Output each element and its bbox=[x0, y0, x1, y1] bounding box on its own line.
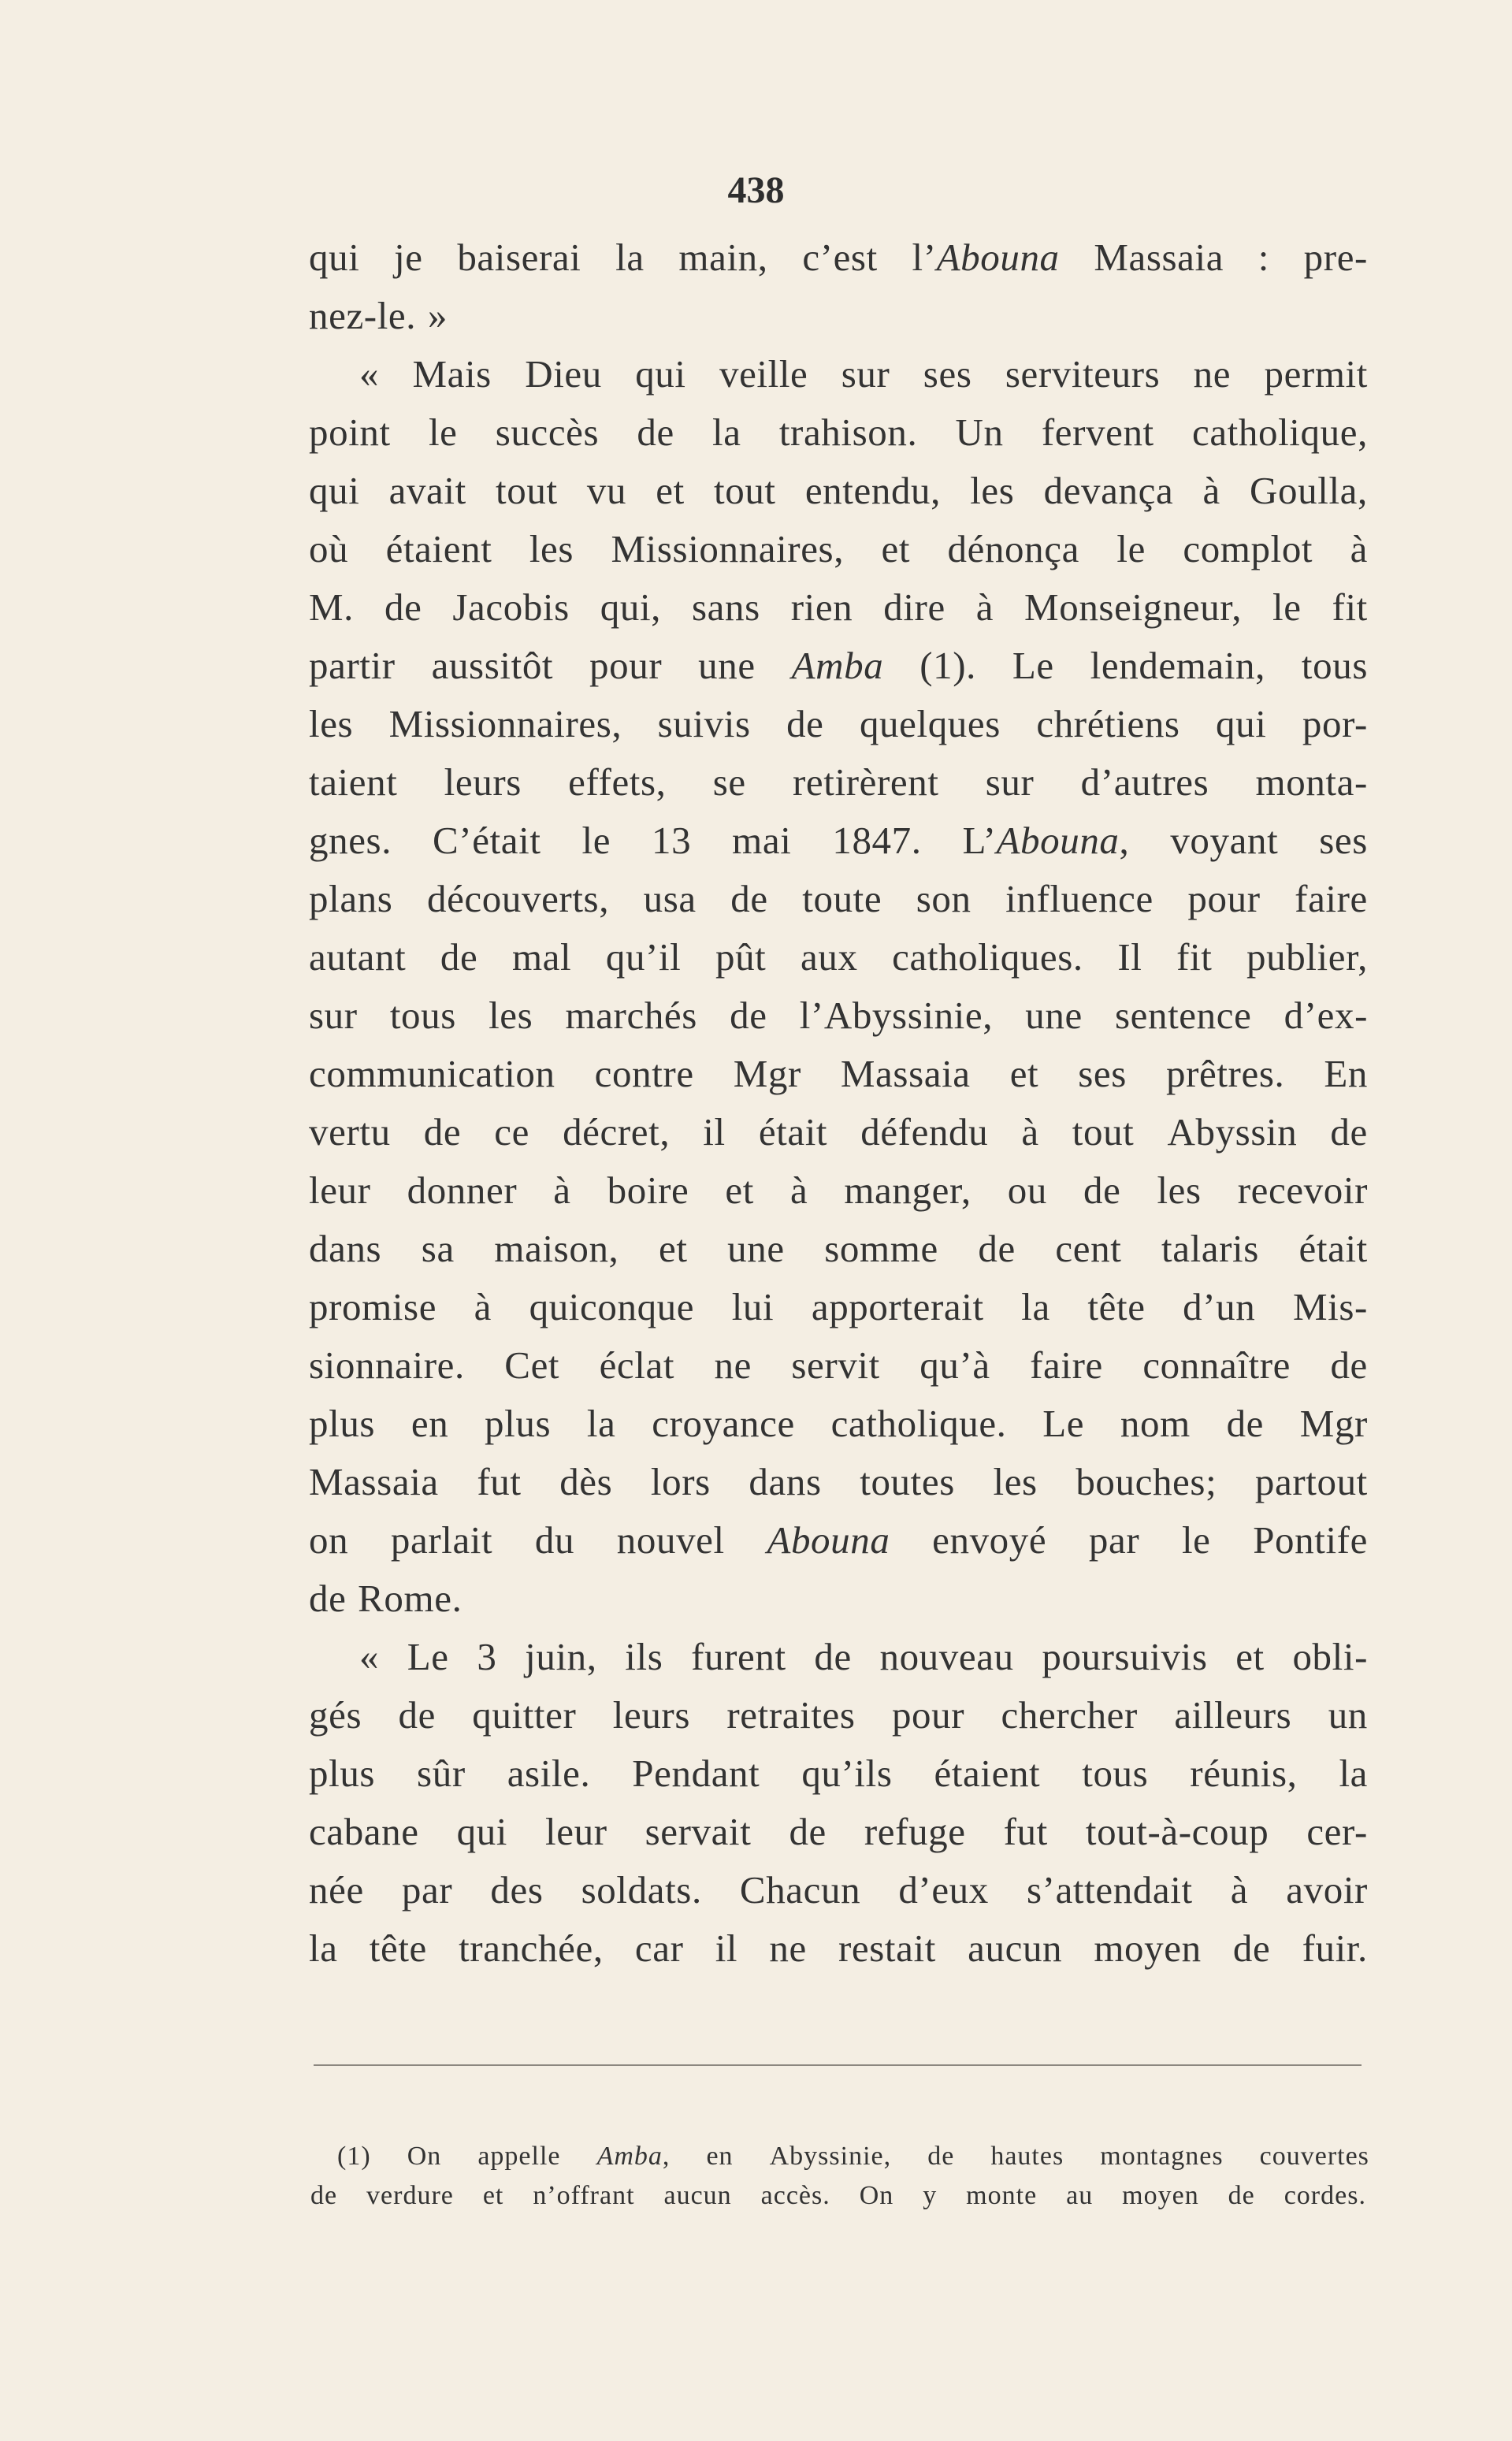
body-line: leur donner à boire et à manger, ou de les recevoir bbox=[309, 1168, 1368, 1212]
body-line: Massaia fut dès lors dans toutes les bouches; partout bbox=[309, 1460, 1368, 1503]
footnote-line: de verdure et n’offrant aucun accès. On y monte au moyen de cordes. bbox=[310, 2181, 1366, 2210]
page-number: 438 bbox=[727, 169, 785, 211]
body-line: sur tous les marchés de l’Abyssinie, une sentence d’ex- bbox=[309, 994, 1368, 1037]
body-line: on parlait du nouvel Abouna envoyé par le Pontife bbox=[309, 1518, 1368, 1562]
body-line: vertu de ce décret, il était défendu à tout Abyssin de bbox=[309, 1110, 1368, 1154]
body-line: les Missionnaires, suivis de quelques chrétiens qui por- bbox=[309, 702, 1368, 745]
body-line: cabane qui leur servait de refuge fut tout-à-coup cer- bbox=[309, 1810, 1368, 1853]
body-line: « Mais Dieu qui veille sur ses serviteurs ne permit bbox=[359, 352, 1368, 396]
body-line: qui je baiserai la main, c’est l’Abouna Massaia : pre- bbox=[309, 236, 1368, 279]
body-line: la tête tranchée, car il ne restait aucun moyen de fuir. bbox=[309, 1926, 1368, 1970]
body-line: qui avait tout vu et tout entendu, les devança à Goulla, bbox=[309, 469, 1368, 512]
body-line: où étaient les Missionnaires, et dénonça le complot à bbox=[309, 527, 1368, 570]
body-line: autant de mal qu’il pût aux catholiques. Il fit publier, bbox=[309, 935, 1368, 979]
body-line: plus en plus la croyance catholique. Le nom de Mgr bbox=[309, 1402, 1368, 1445]
body-text bbox=[309, 228, 1368, 1978]
body-line: née par des soldats. Chacun d’eux s’attendait à avoir bbox=[309, 1868, 1368, 1912]
body-line: taient leurs effets, se retirèrent sur d’autres monta- bbox=[309, 760, 1368, 804]
footnote bbox=[310, 2137, 1369, 2216]
body-line: sionnaire. Cet éclat ne servit qu’à faire connaître de bbox=[309, 1343, 1368, 1387]
body-line: gnes. C’était le 13 mai 1847. L’Abouna, voyant ses bbox=[309, 819, 1368, 862]
body-line: plus sûr asile. Pendant qu’ils étaient tous réunis, la bbox=[309, 1752, 1368, 1795]
body-line: M. de Jacobis qui, sans rien dire à Monseigneur, le fit bbox=[309, 585, 1368, 629]
footnote-divider bbox=[314, 2064, 1362, 2066]
body-line: point le succès de la trahison. Un fervent catholique, bbox=[309, 411, 1368, 454]
body-line: plans découverts, usa de toute son influence pour faire bbox=[309, 877, 1368, 920]
footnote-line: (1) On appelle Amba, en Abyssinie, de hautes montagnes couvertes bbox=[337, 2142, 1369, 2171]
body-line: nez-le. » bbox=[309, 294, 448, 337]
body-line: de Rome. bbox=[309, 1577, 463, 1620]
body-line: gés de quitter leurs retraites pour chercher ailleurs un bbox=[309, 1693, 1368, 1737]
body-line: dans sa maison, et une somme de cent talaris était bbox=[309, 1227, 1368, 1270]
body-line: « Le 3 juin, ils furent de nouveau poursuivis et obli- bbox=[359, 1635, 1368, 1678]
body-line: partir aussitôt pour une Amba (1). Le lendemain, tous bbox=[309, 644, 1368, 687]
body-line: communication contre Mgr Massaia et ses prêtres. En bbox=[309, 1052, 1368, 1095]
body-line: promise à quiconque lui apporterait la tête d’un Mis- bbox=[309, 1285, 1368, 1328]
